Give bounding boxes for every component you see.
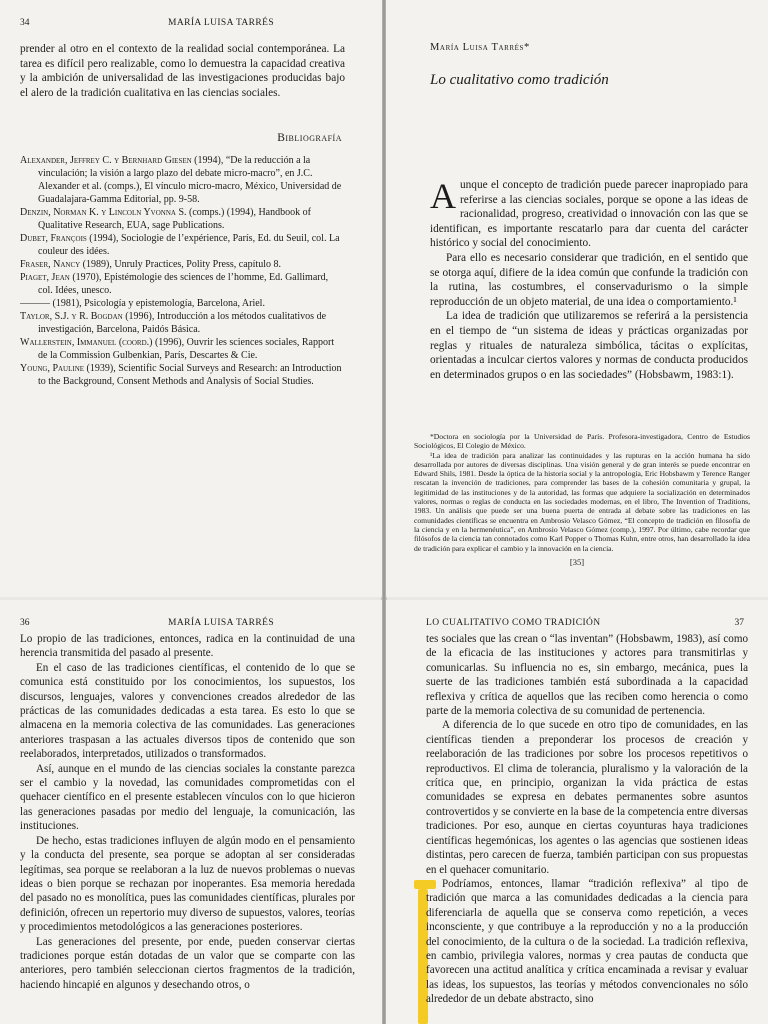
bibliography-entry <box>20 232 345 258</box>
bibliography-entry <box>20 297 345 310</box>
bibliography-entry <box>20 310 345 336</box>
chapter-author: María Luisa Tarrés* <box>430 42 530 53</box>
bib-reference: Unruly Practices, Polity Press, capítulo 8. <box>111 259 281 270</box>
bib-author: Fraser, Nancy (1989), <box>20 259 112 270</box>
footnotes: *Doctora en sociología por la Universidad de París. Profesora-investigadora, Centro de Estudios Sociológicos, El Colegio de México. ¹La idea de tradición para analizar las continuidades y las rupturas en la acción humana ha sido desarrollada por autores de diversas disciplinas. Una visión general y de gran interés se puede encontrar en Edward Shils, 1981. Desde la óptica de la historia social y la antropología, Eric Hobsbawm y Terence Ranger rescatan la invención de tradiciones, para comprender las bases de la cohesión comunitaria y grupal, la legitimidad de las instituciones y de la autoridad, las formas que adquiere la socialización en determinados valores, normas o reglas de conducta en las sociedades modernas, en el libro, The Invention of Traditions, 1983. Un análisis que puede ser una buena puerta de entrada al debate sobre las tradiciones en las comunidades científicas se encuentra en Ambrosio Velasco Gómez, “El concepto de tradición en filosofía de la ciencia y en la hermenéutica”, en Ambrosio Velasco Gómez (comp.), 1997. Por último, cabe recordar que filósofos de la ciencia tan connotados como Karl Popper o Thomas Kuhn, entre otros, han desarrollado la idea de tradición para explicar el cambio y la innovación en la ciencia. <box>414 432 750 553</box>
bib-reference: (1981), Psicología y epistemología, Barcelona, Ariel. <box>50 298 265 309</box>
bib-reference: Scientific Social Surveys and Research: an Introduction to the Background, Consent Methods and Analysis of Social Studies. <box>38 363 342 387</box>
bibliography-list <box>20 154 345 388</box>
bib-reference: Sociologie de l’expérience, París, Ed. du Seuil, col. La couleur des idées. <box>38 233 340 257</box>
bib-reference: “De la reducción a la vinculación; la visión a largo plazo del debate micro-macro”, en J.C. Alexander et al. (comps.), El vínculo micro-macro, México, Universidad de Guadalajara-Gamma Editorial, pp. 9-58. <box>38 155 342 205</box>
bibliography-entry <box>20 336 345 362</box>
bib-reference: Epistémologie des sciences de l’homme, Ed. Gallimard, col. Idées, unesco. <box>38 272 329 296</box>
page-number: 37 <box>734 618 744 628</box>
bib-reference: Ouvrir les sciences sociales, Rapport de la Commission Gulbenkian, París, Descartes & Cie. <box>38 337 335 361</box>
bib-author: Alexander, Jeffrey C. y Bernhard Giesen (1994), <box>20 155 224 166</box>
bibliography-heading: Bibliografía <box>277 132 342 144</box>
drop-cap: A <box>430 176 456 216</box>
body-text: tes sociales que las crean o “las inventan” (Hobsbawm, 1983), así como de la eficacia de las instituciones y actores para transmitirlas y comunicarlas. Su influencia no es, sin embargo, mecánica, pues la suerte de las tradiciones también está subordinada a la capacidad reflexiva y crítica de aquellos que las reciben como herencia o como parte de la memoria colectiva de su comunidad de pertenencia. A diferencia de lo que sucede en otro tipo de comunidades, en las científicas tienden a preponderar los procesos de creación y reelaboración de las tradiciones por sobre los procesos repetitivos o reproductivos. El clima de tolerancia, pluralismo y la valoración de la crítica que, en principio, organizan la vida práctica de estas comunidades se expresa en debates permanentes sobre asuntos controvertidos y se convierte en la base de la competencia entre diversas tradiciones. Por eso, aunque en ciertas coyunturas haya tradiciones científicas hegemónicas, los agentes o las agencias que sostienen ideas distintas, pero carecen de fuerza, también participan con sus propuestas en el quehacer comunitario. Podríamos, entonces, llamar “tradición reflexiva” al tipo de tradición que marca a las comunidades dedicadas a la ciencia para diferenciarla de aquella que se conserva como repetición, a veces inconsciente, y que contribuye a la reproducción y no a la producción del conocimiento, de la cultura o de la sociedad. La tradición reflexiva, en cambio, privilegia valores, normas y crea pautas de conducta que favorecen una actitud analítica y crítica encaminada a revisar y evaluar las ideas, los supuestos, las teorías y métodos convencionales no sólo alrededor de un debate abstracto, sino <box>426 633 748 1006</box>
bib-author: Dubet, François (1994), <box>20 233 119 244</box>
bib-author: ——— <box>20 298 50 309</box>
bib-author: Young, Pauline (1939), <box>20 363 116 374</box>
bib-author: Denzin, Norman K. y Lincoln Yvonna S. <box>20 207 187 218</box>
bibliography-entry <box>20 154 345 206</box>
page-36 <box>0 600 382 1024</box>
bib-author: Wallerstein, Immanuel (coord.) (1996), <box>20 337 185 348</box>
bibliography-entry <box>20 362 345 388</box>
body-text: Lo propio de las tradiciones, entonces, radica en la continuidad de una herencia transmitida del pasado al presente. En el caso de las tradiciones científicas, el contenido de lo que se comunica está constituido por los conocimientos, los supuestos, los discursos, lenguajes, valores y convenciones creados alrededor de las prácticas de las comunidades dedicadas a esta tarea. Es esto lo que se almacena en la memoria colectiva de las comunidades. Las generaciones anteriores traspasan a las actuales diversos tipos de contenido que son reelaborados, interpretados, utilizados o transformados. Así, aunque en el mundo de las ciencias sociales la constante parezca ser el cambio y la novedad, las comunidades comprometidas con el quehacer científico en el presente establecen vínculos con lo que hicieron las generaciones pasadas por medio del lenguaje, la comunicación, las instituciones. De hecho, estas tradiciones influyen de algún modo en el pensamiento y la conducta del presente, sea porque se adoptan al ser consideradas legítimas, sea porque se reelaboran a la luz de nuevos problemas o nuevas ideas o bien porque se rechazan por inoperantes. Esa memoria heredada del pasado no es monolítica, pues las comunidades científicas, plurales por definición, ofrecen un repertorio muy diverso de supuestos, valores, teorías y procedimientos metodológicos a las generaciones posteriores. Las generaciones del presente, por ende, pueden conservar ciertas tradiciones porque están dotadas de un valor que se comparte con las anteriores, pero también seleccionan ciertos fragmentos de la tradición, haciendo hincapié en algunos y desechando otros, o <box>20 633 355 991</box>
page-37 <box>386 600 768 1024</box>
page-34 <box>0 0 382 597</box>
bib-author: Taylor, S.J. y R. Bogdan (1996), <box>20 311 155 322</box>
body-text: prender al otro en el contexto de la realidad social contemporánea. La tarea es difícil pero realizable, como lo demuestra la capacidad creativa y la ambición de universalidad de las investigaciones producidas bajo el alero de la tradición cualitativa en las ciencias sociales. <box>20 43 345 99</box>
bibliography-entry <box>20 258 345 271</box>
page-number: 36 <box>20 618 30 628</box>
page-number: [35] <box>569 557 585 567</box>
chapter-title: Lo cualitativo como tradición <box>430 72 609 88</box>
bib-author: Piaget, Jean (1970), <box>20 272 102 283</box>
bib-reference: Introducción a los métodos cualitativos de investigación, Barcelona, Paidós Básica. <box>38 311 327 335</box>
body-text: Aunque el concepto de tradición puede parecer inapropiado para referirse a las ciencias sociales, porque se opone a las ideas de racionalidad, progreso, creatividad o innovación con las que se identifican, es importante rescatarlo para dar cuenta del carácter histórico y social del conocimiento. Para ello es necesario considerar que tradición, en el sentido que se otorga aquí, difiere de la idea común que confunde la tradición con la rutina, las costumbres, el conservadurismo o la simple reproducción de un objeto material, de una idea o comportamiento.¹ La idea de tradición que utilizaremos se referirá a la persistencia en el tiempo de “un sistema de ideas y prácticas organizadas por reglas y rituales de naturaleza simbólica, tácitas o explícitas, orientadas a inculcar ciertos valores y normas de conducta producidos en determinados grupos o en las sociedades” (Hobsbawm, 1983:1). <box>430 176 748 381</box>
page-number: 34 <box>20 18 30 28</box>
running-head: MARÍA LUISA TARRÉS <box>167 18 275 28</box>
bibliography-entry <box>20 206 345 232</box>
running-head: MARÍA LUISA TARRÉS <box>167 618 275 628</box>
bibliography-entry <box>20 271 345 297</box>
bib-reference: (comps.) (1994), Handbook of Qualitative Research, EUA, sage Publications. <box>38 207 311 231</box>
running-head: LO CUALITATIVO COMO TRADICIÓN <box>426 618 601 628</box>
page-35 <box>386 0 768 597</box>
